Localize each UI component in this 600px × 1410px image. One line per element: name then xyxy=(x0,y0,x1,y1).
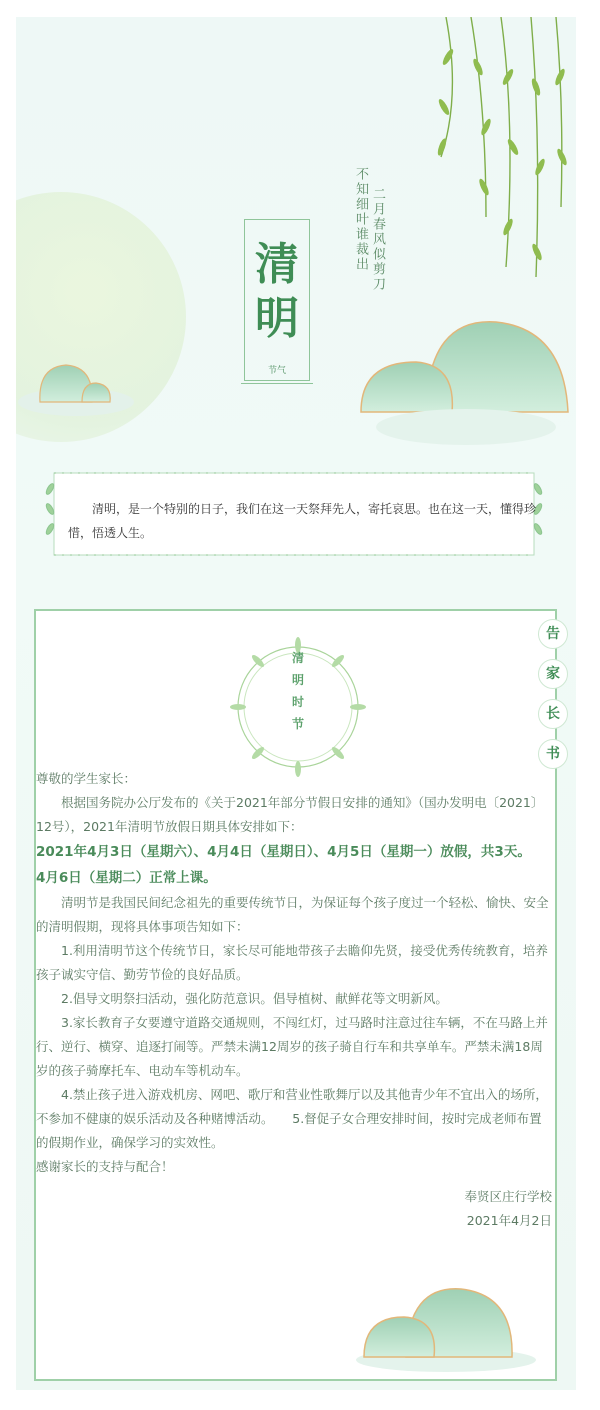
title-box xyxy=(244,219,310,381)
holiday-dates: 2021年4月3日（星期六）、4月4日（星期日）、4月5日（星期一）放假，共3天。 xyxy=(36,844,531,860)
poem-line-2: 二月春风似剪刀 xyxy=(370,187,385,292)
side-tag-1: 告 xyxy=(538,619,568,649)
left-hill xyxy=(18,365,134,416)
greeting: 尊敬的学生家长： xyxy=(36,771,137,786)
title-char-2: 明 xyxy=(255,293,299,344)
wreath-char-1: 清 xyxy=(291,651,304,665)
poem-line-1: 不知细叶谁裁出 xyxy=(353,167,368,272)
title-divider xyxy=(241,383,313,384)
side-tag-2: 家 xyxy=(538,659,568,689)
thanks: 感谢家长的支持与配合！ xyxy=(36,1159,174,1174)
side-tag-3: 长 xyxy=(538,699,568,729)
side-tag-4: 书 xyxy=(538,739,568,769)
wreath-char-4: 节 xyxy=(291,717,304,731)
wreath-char-2: 明 xyxy=(291,673,304,687)
intro-text: 清明，是一个特别的日子，我们在这一天祭拜先人，寄托哀思。也在这一天，懂得珍惜，悟透人生。 xyxy=(68,502,537,540)
wreath-text xyxy=(288,647,308,735)
intro-box xyxy=(44,469,544,557)
side-tags xyxy=(538,619,570,779)
notice-date: 2021年4月2日 xyxy=(466,1213,552,1228)
item-4: 4.禁止孩子进入游戏机房、网吧、歌厅和营业性歌舞厅以及其他青少年不宜出入的场所，不参加不健康的娱乐活动及各种赌博活动。 5.督促子女合理安排时间，按时完成老师布置的假期作业，确保学习的实效性。 xyxy=(36,1087,548,1150)
item-2: 2.倡导文明祭扫活动，强化防范意识。倡导植树、献鲜花等文明新风。 xyxy=(61,991,448,1006)
title-char-1: 清 xyxy=(255,239,299,290)
school-name: 奉贤区庄行学校 xyxy=(464,1189,552,1204)
school-resume: 4月6日（星期二）正常上课。 xyxy=(36,870,217,886)
paragraph-2: 清明节是我国民间纪念祖先的重要传统节日，为保证每个孩子度过一个轻松、愉快、安全的清明假期，现将具体事项告知如下： xyxy=(36,895,549,934)
willow-branches xyxy=(441,17,562,277)
notice-body xyxy=(36,767,552,1233)
bottom-hills xyxy=(346,1265,546,1375)
item-1: 1.利用清明节这个传统节日，家长尽可能地带孩子去瞻仰先贤，接受优秀传统教育，培养孩子诚实守信、勤劳节俭的良好品质。 xyxy=(36,943,548,982)
paragraph-1: 根据国务院办公厅发布的《关于2021年部分节假日安排的通知》（国办发明电〔2021〕12号），2021年清明节放假日期具体安排如下： xyxy=(36,795,544,834)
page xyxy=(16,17,576,1390)
right-hills xyxy=(361,322,568,445)
title-subtitle: 节气 xyxy=(267,366,286,376)
item-3: 3.家长教育子女要遵守道路交通规则，不闯红灯，过马路时注意过往车辆，不在马路上并行、逆行、横穿、追逐打闹等。严禁未满12周岁的孩子骑自行车和共享单车。严禁未满18周岁的孩子骑摩托车、电动车等机动车。 xyxy=(36,1015,548,1078)
wreath-char-3: 时 xyxy=(291,695,304,709)
willow-leaves xyxy=(436,48,568,262)
